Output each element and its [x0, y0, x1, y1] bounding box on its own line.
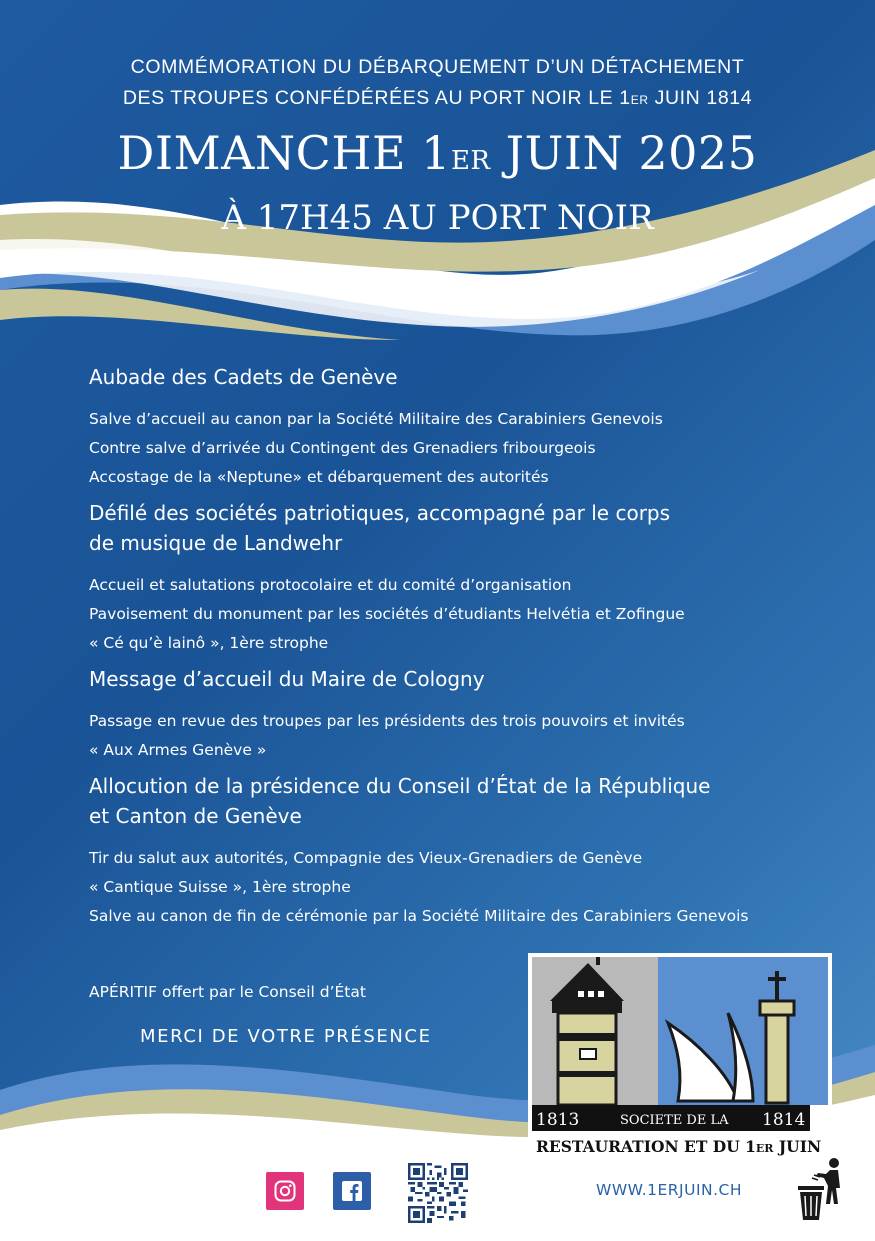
program-item: « Cantique Suisse », 1ère strophe [89, 878, 351, 896]
aperitif-text: APÉRITIF offert par le Conseil d’État [89, 983, 366, 1001]
date-post: JUIN 2025 [490, 126, 758, 180]
subtitle-line-2-post: JUIN 1814 [648, 87, 753, 109]
logo-name [536, 1137, 821, 1156]
facebook-icon [340, 1179, 364, 1203]
subtitle-line-2-sup: ER [630, 93, 649, 107]
logo-society: SOCIETE DE LA [620, 1113, 729, 1128]
program-item: « Aux Armes Genève » [89, 741, 267, 759]
society-logo [528, 953, 832, 1163]
subtitle-line-2-pre: DES TROUPES CONFÉDÉRÉES AU PORT NOIR LE 1 [122, 87, 631, 109]
program-item: Tir du salut aux autorités, Compagnie des Vieux-Grenadiers de Genève [89, 849, 643, 867]
date-pre: DIMANCHE 1 [117, 126, 451, 180]
thanks-text: MERCI DE VOTRE PRÉSENCE [140, 1026, 432, 1047]
logo-name-sup: ER [755, 1142, 774, 1155]
date-sup: ER [450, 146, 491, 176]
program-block4-title-1: Allocution de la présidence du Conseil d’État de la République [89, 774, 711, 798]
program-item: Pavoisement du monument par les sociétés d’étudiants Helvétia et Zofingue [89, 605, 685, 623]
program-item: Contre salve d’arrivée du Contingent des Grenadiers fribourgeois [89, 439, 596, 457]
logo-year-left: 1813 [536, 1110, 580, 1130]
program-item: Salve au canon de fin de cérémonie par la Société Militaire des Carabiniers Genevois [89, 907, 749, 925]
header [0, 52, 875, 238]
event-time-place: À 17H45 AU PORT NOIR [221, 198, 654, 238]
qr-code[interactable] [408, 1163, 468, 1223]
logo-name-pre: RESTAURATION ET DU 1 [536, 1137, 756, 1156]
program-block4-title-2: et Canton de Genève [89, 804, 302, 828]
program-item: « Cé qu’è lainô », 1ère strophe [89, 634, 329, 652]
program-item: Salve d’accueil au canon par la Société Militaire des Carabiniers Genevois [89, 410, 663, 428]
program-block1-title: Aubade des Cadets de Genève [89, 365, 398, 389]
program-block2-title-1: Défilé des sociétés patriotiques, accompagné par le corps [89, 501, 671, 525]
logo-year-right: 1814 [762, 1110, 806, 1130]
program-item: Passage en revue des troupes par les présidents des trois pouvoirs et invités [89, 712, 685, 730]
program-item: Accueil et salutations protocolaire et du comité d’organisation [89, 576, 572, 594]
event-date [0, 128, 875, 186]
program-block2-title-2: de musique de Landwehr [89, 531, 343, 555]
instagram-icon [273, 1179, 297, 1203]
program [89, 362, 869, 931]
program-item: Accostage de la «Neptune» et débarquement des autorités [89, 468, 549, 486]
subtitle-line-1: COMMÉMORATION DU DÉBARQUEMENT D’UN DÉTACHEMENT [130, 56, 745, 78]
trash-bin-icon [794, 1156, 848, 1222]
instagram-button[interactable] [266, 1172, 304, 1210]
program-block3-title: Message d’accueil du Maire de Cologny [89, 667, 485, 691]
facebook-button[interactable] [333, 1172, 371, 1210]
subtitle-line-2 [0, 83, 875, 116]
website-link[interactable]: WWW.1ERJUIN.CH [596, 1181, 743, 1199]
logo-name-post: JUIN [773, 1137, 822, 1156]
